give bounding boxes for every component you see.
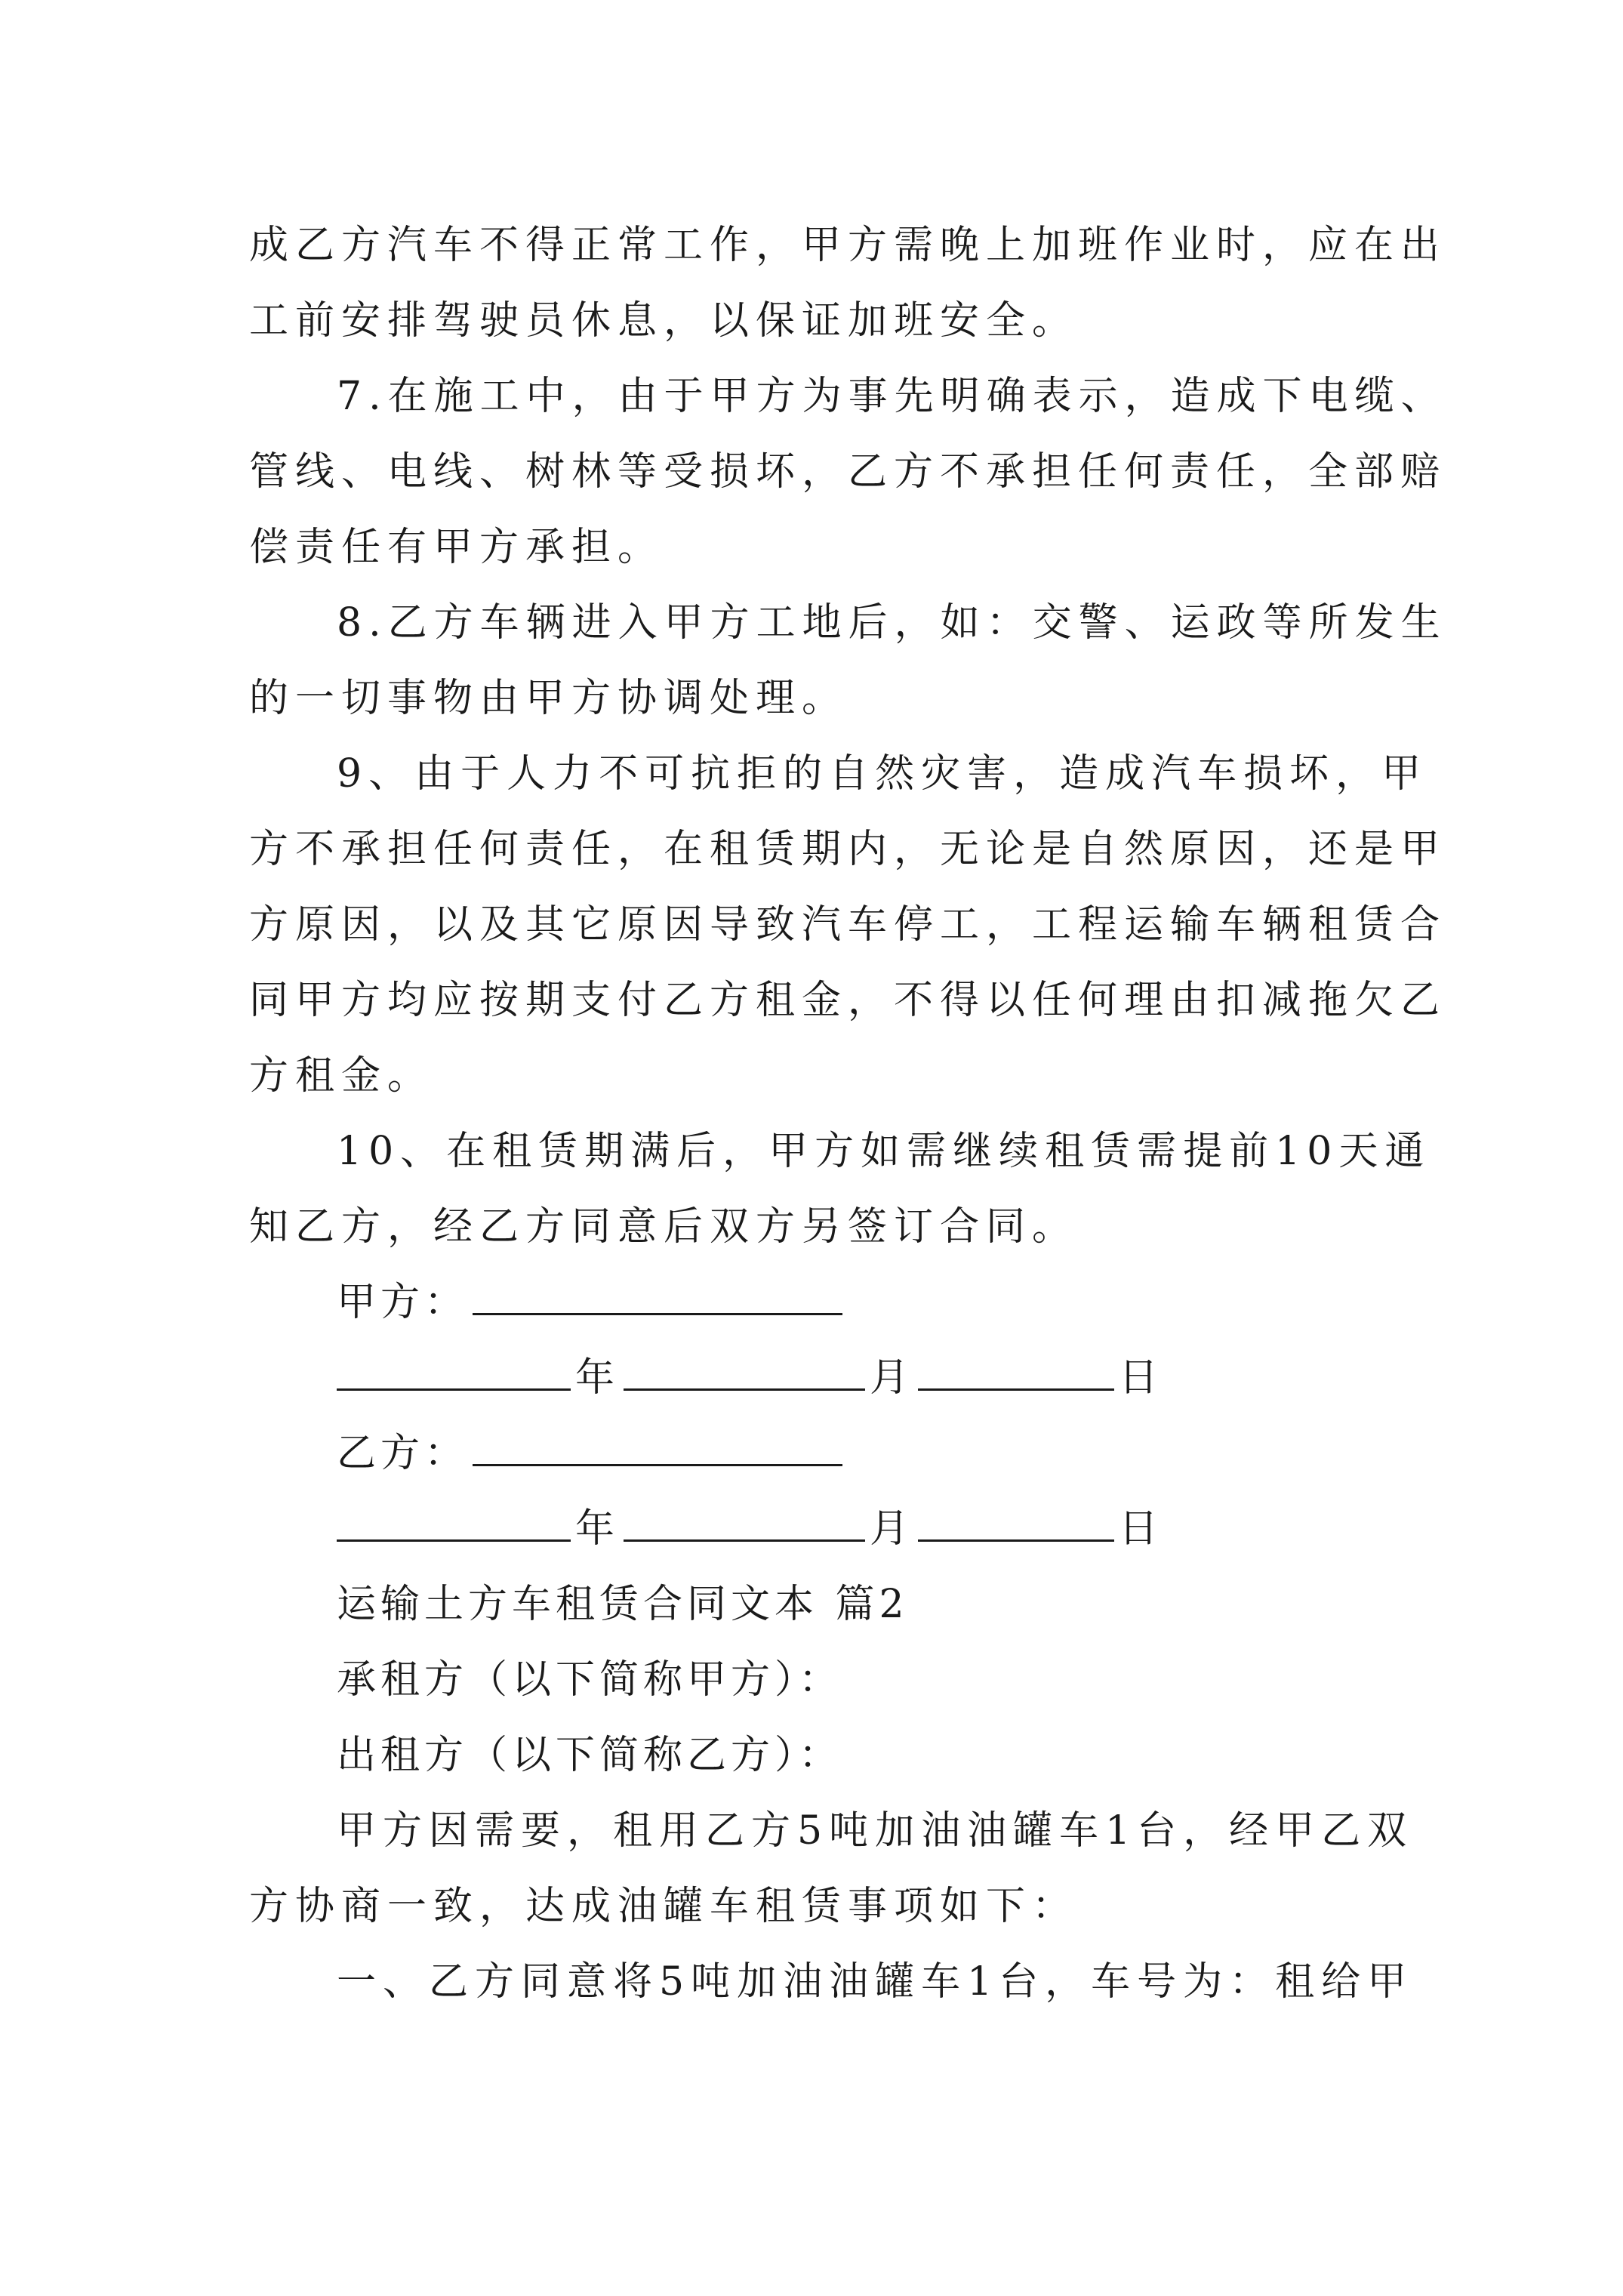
year-label: 年 xyxy=(575,1506,620,1552)
clause-9-line-4: 同甲方均应按期支付乙方租金，不得以任何理由扣减拖欠乙 xyxy=(249,978,1447,1023)
clause-10-line-2: 知乙方，经乙方同意后双方另签订合同。 xyxy=(249,1204,1079,1250)
party-a-month-blank[interactable] xyxy=(624,1355,865,1391)
party-a-year-blank[interactable] xyxy=(337,1355,571,1391)
party-a-day-blank[interactable] xyxy=(918,1355,1114,1391)
party-a-date-row xyxy=(337,1355,1163,1401)
lessee-line: 承租方（以下简称甲方）： xyxy=(337,1657,843,1703)
clause-7-line-3: 偿责任有甲方承担。 xyxy=(249,525,664,570)
party-a-label: 甲方： xyxy=(337,1280,469,1325)
clause-9-line-3: 方原因，以及其它原因导致汽车停工，工程运输车辆租赁合 xyxy=(249,902,1447,948)
lessor-line: 出租方（以下简称乙方）： xyxy=(337,1733,843,1778)
clause-9-line-1: 9、由于人力不可抗拒的自然灾害，造成汽车损坏，甲 xyxy=(337,751,1428,797)
clause-1-line-1: 一、乙方同意将5吨加油油罐车1台，车号为：租给甲 xyxy=(337,1959,1414,2005)
intro-line-1: 甲方因需要，租用乙方5吨加油油罐车1台，经甲乙双 xyxy=(337,1808,1414,1854)
party-b-date-row xyxy=(337,1506,1163,1552)
text-line-2: 工前安排驾驶员休息，以保证加班安全。 xyxy=(249,298,1079,344)
party-b-month-blank[interactable] xyxy=(624,1506,865,1542)
party-b-day-blank[interactable] xyxy=(918,1506,1114,1542)
day-label: 日 xyxy=(1119,1506,1163,1552)
clause-10-line-1: 10、在租赁期满后，甲方如需继续租赁需提前10天通 xyxy=(337,1129,1431,1174)
party-b-signature-blank[interactable] xyxy=(473,1431,842,1466)
clause-8-line-1: 8.乙方车辆进入甲方工地后，如：交警、运政等所发生 xyxy=(337,600,1447,646)
month-label: 月 xyxy=(870,1355,914,1401)
text-line-1: 成乙方汽车不得正常工作，甲方需晚上加班作业时，应在出 xyxy=(249,223,1447,268)
party-b-label: 乙方： xyxy=(337,1431,469,1476)
clause-7-line-2: 管线、电线、树林等受损坏，乙方不承担任何责任，全部赔 xyxy=(249,449,1447,495)
clause-8-line-2: 的一切事物由甲方协调处理。 xyxy=(249,676,848,721)
party-a-signature-blank[interactable] xyxy=(473,1280,842,1315)
month-label: 月 xyxy=(870,1506,914,1552)
year-label: 年 xyxy=(575,1355,620,1401)
clause-9-line-2: 方不承担任何责任，在租赁期内，无论是自然原因，还是甲 xyxy=(249,827,1447,872)
intro-line-2: 方协商一致，达成油罐车租赁事项如下： xyxy=(249,1884,1079,1929)
party-b-signature-row xyxy=(337,1431,847,1476)
clause-9-line-5: 方租金。 xyxy=(249,1053,434,1099)
day-label: 日 xyxy=(1119,1355,1163,1401)
section-2-heading: 运输土方车租赁合同文本 篇2 xyxy=(337,1582,909,1627)
party-b-year-blank[interactable] xyxy=(337,1506,571,1542)
party-a-signature-row xyxy=(337,1280,847,1325)
clause-7-line-1: 7.在施工中，由于甲方为事先明确表示，造成下电缆、 xyxy=(337,374,1447,419)
